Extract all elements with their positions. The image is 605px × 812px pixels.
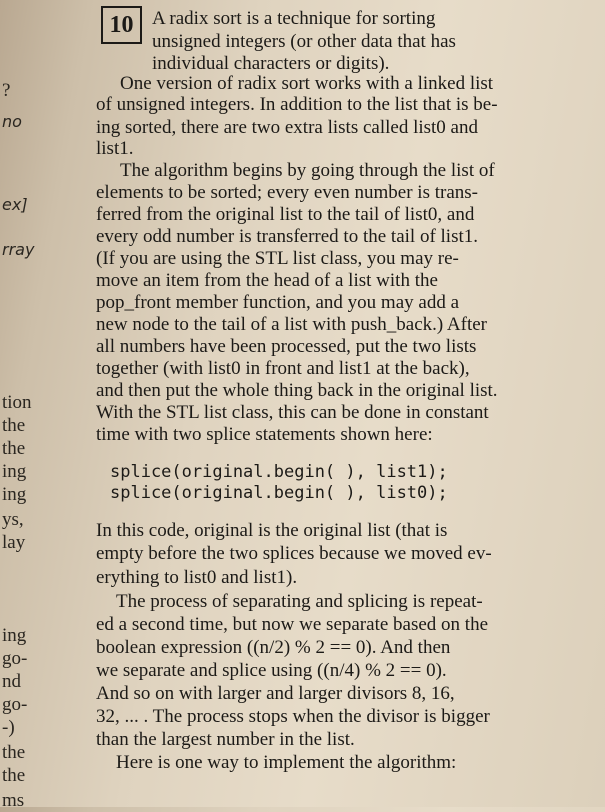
margin-fragment: no	[2, 112, 22, 131]
text-line: individual characters or digits).	[152, 53, 390, 74]
text-line: empty before the two splices because we moved ev-	[96, 543, 492, 564]
text-line: all numbers have been processed, put the two lists	[96, 336, 477, 357]
code-line: splice(original.begin( ), list1);	[110, 462, 448, 482]
text-line: A radix sort is a technique for sorting	[152, 8, 436, 29]
text-line: pop_front member function, and you may add a	[96, 292, 460, 313]
text-line: erything to list0 and list1).	[96, 567, 298, 588]
margin-fragment: lay	[2, 532, 26, 553]
text-line: unsigned integers (or other data that has	[152, 31, 456, 52]
margin-fragment: ex]	[2, 195, 28, 214]
text-line: than the largest number in the list.	[96, 729, 355, 750]
text-line: together (with list0 in front and list1 at the back),	[96, 358, 470, 379]
text-line: ed a second time, but now we separate based on the	[96, 614, 489, 635]
margin-fragment: ms	[2, 790, 25, 811]
margin-fragment: the	[2, 765, 26, 786]
left-page-edge	[0, 0, 60, 811]
margin-fragment: the	[2, 742, 26, 763]
text-line: boolean expression ((n/2) % 2 == 0). And then	[96, 637, 451, 658]
text-line: time with two splice statements shown here:	[96, 424, 433, 445]
text-line: (If you are using the STL list class, you may re-	[96, 248, 459, 269]
text-line: And so on with larger and larger divisors 8, 16,	[96, 683, 455, 704]
text-line: ing sorted, there are two extra lists called list0 and	[96, 117, 478, 138]
text-line: every odd number is transferred to the tail of list1.	[96, 226, 479, 247]
margin-fragment: ys,	[2, 509, 24, 530]
margin-fragment: the	[2, 438, 26, 459]
margin-fragment: rray	[2, 240, 35, 259]
book-page	[80, 0, 508, 807]
margin-fragment: nd	[2, 671, 21, 692]
text-line: ferred from the original list to the tail of list0, and	[96, 204, 475, 225]
margin-fragment: go-	[2, 648, 28, 669]
margin-fragment: -)	[2, 717, 15, 738]
code-line: splice(original.begin( ), list0);	[110, 483, 448, 503]
text-line: 32, ... . The process stops when the divisor is bigger	[96, 706, 490, 727]
margin-fragment: ?	[2, 80, 11, 101]
text-line: new node to the tail of a list with push_back.) After	[96, 314, 487, 335]
exercise-number-box: 10	[101, 6, 142, 44]
text-line: we separate and splice using ((n/4) % 2 == 0).	[96, 660, 447, 681]
text-line: The algorithm begins by going through the list of	[120, 160, 495, 181]
text-line: One version of radix sort works with a linked list	[120, 73, 494, 94]
margin-fragment: ing	[2, 484, 27, 505]
margin-fragment: ing	[2, 625, 27, 646]
text-line: of unsigned integers. In addition to the list that is be-	[96, 94, 498, 115]
margin-fragment: tion	[2, 392, 32, 413]
text-line: With the STL list class, this can be done in constant	[96, 402, 489, 423]
text-line: In this code, original is the original list (that is	[96, 520, 448, 541]
text-line: and then put the whole thing back in the original list.	[96, 380, 498, 401]
text-line: The process of separating and splicing is repeat-	[116, 591, 483, 612]
margin-fragment: ing	[2, 461, 27, 482]
margin-fragment: the	[2, 415, 26, 436]
text-line: elements to be sorted; every even number is trans-	[96, 182, 478, 203]
margin-fragment: go-	[2, 694, 28, 715]
text-line: move an item from the head of a list with the	[96, 270, 438, 291]
text-line: list1.	[96, 138, 134, 159]
text-line: Here is one way to implement the algorithm:	[116, 752, 457, 773]
